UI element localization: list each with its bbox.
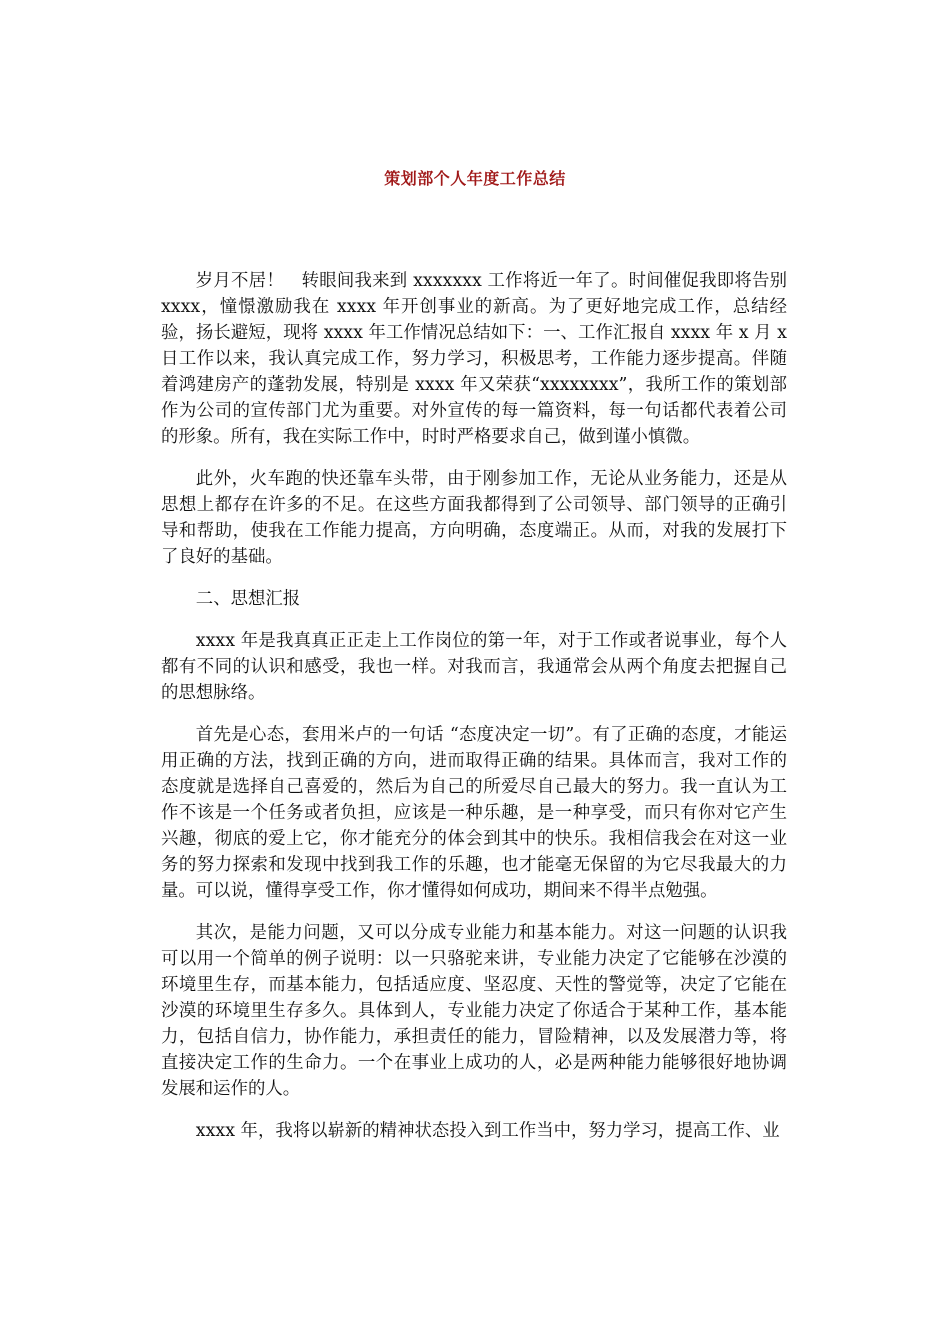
paragraph-attitude: 首先是心态，套用米卢的一句话 “态度决定一切”。有了正确的态度，才能运用正确的方法，找到正确的方向，进而取得正确的结果。具体而言，我对工作的态度就是选择自己喜爱的，然后为自己的所爱尽自己最大的努力。我一直认为工作不该是一个任务或者负担，应该是一种乐趣，是一种享受，而只有你对它产生兴趣，彻底的爱上它，你才能充分的体会到其中的快乐。我相信我会在对这一业务的努力探索和发现中找到我工作的乐趣，也才能毫无保留的为它尽我最大的力量。可以说，懂得享受工作，你才懂得如何成功，期间来不得半点勉强。 [161,725,787,901]
paragraph-ability: 其次，是能力问题，又可以分成专业能力和基本能力。对这一问题的认识我可以用一个简单的例子说明：以一只骆驼来讲，专业能力决定了它能够在沙漠的环境里生存，而基本能力，包括适应度、坚忍度、天性的警觉等，决定了它能在沙漠的环境里生存多久。具体到人，专业能力决定了你适合于某种工作，基本能力，包括自信力，协作能力，承担责任的能力，冒险精神，以及发展潜力等，将直接决定工作的生命力。一个在事业上成功的人，必是两种能力能够很好地协调发展和运作的人。 [161,923,787,1099]
section-heading-thought-report: 二、思想汇报 [195,589,301,609]
paragraph-next-year: xxxx 年，我将以崭新的精神状态投入到工作当中，努力学习，提高工作、业 [195,1121,780,1141]
document-body [161,268,787,1144]
paragraph-support: 此外，火车跑的快还靠车头带，由于刚参加工作，无论从业务能力，还是从思想上都存在许多的不足。在这些方面我都得到了公司领导、部门领导的正确引导和帮助，使我在工作能力提高，方向明确，态度端正。从而，对我的发展打下了良好的基础。 [161,469,787,567]
document-title: 策划部个人年度工作总结 [384,169,566,188]
paragraph-first-year: xxxx 年是我真真正正走上工作岗位的第一年，对于工作或者说事业，每个人都有不同的认识和感受，我也一样。对我而言，我通常会从两个角度去把握自己的思想脉络。 [161,631,787,703]
paragraph-intro: 岁月不居！ 转眼间我来到 xxxxxxx 工作将近一年了。时间催促我即将告别 xxxx，憧憬激励我在 xxxx 年开创事业的新高。为了更好地完成工作，总结经验，扬长避短，现将 xxxx 年工作情况总结如下：一、工作汇报自 xxxx 年 x 月 x 日工作以来，我认真完成工作，努力学习，积极思考，工作能力逐步提高。伴随着鸿建房产的蓬勃发展，特别是 xxxx 年又荣获“xxxxxxxx”，我所工作的策划部作为公司的宣传部门尤为重要。对外宣传的每一篇资料，每一句话都代表着公司的形象。所有，我在实际工作中，时时严格要求自己，做到谨小慎微。 [161,271,787,447]
